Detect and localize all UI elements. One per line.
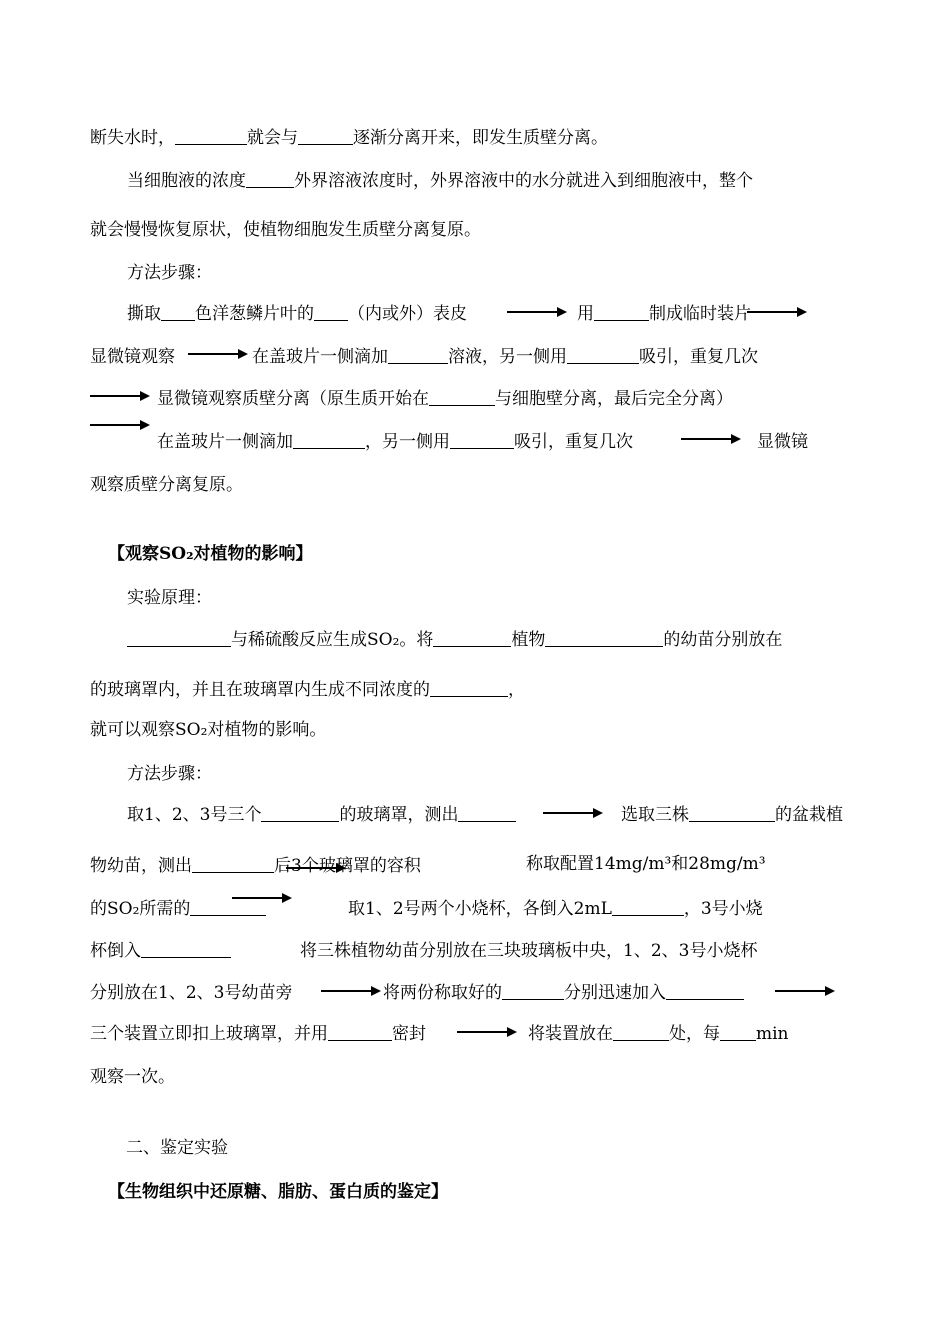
step-line: 在盖玻片一侧滴加 溶液，另一侧用 吸引，重复几次 [252, 347, 758, 367]
step-line: 的SO₂所需的 [90, 898, 266, 920]
step-line: 杯倒入 [90, 940, 231, 962]
principle-label: 实验原理： [127, 588, 212, 608]
arrow-icon [747, 307, 807, 317]
arrow-icon [457, 1027, 517, 1037]
blank [314, 304, 348, 321]
step-line: 观察质壁分离复原。 [90, 475, 243, 495]
blank [720, 1024, 756, 1041]
step-line: 分别放在1、2、3号幼苗旁 [90, 983, 293, 1003]
arrow-icon [286, 863, 346, 873]
method-label: 方法步骤： [127, 263, 212, 283]
arrow-icon [543, 808, 603, 818]
blank [388, 347, 448, 364]
blank [430, 680, 508, 697]
step-line: 将三株植物幼苗分别放在三块玻璃板中央，1、2、3号小烧杯 [300, 941, 758, 961]
arrow-icon [507, 307, 567, 317]
blank [161, 304, 195, 321]
method-label: 方法步骤： [127, 764, 212, 784]
text-line: 当细胞液的浓度 外界溶液浓度时，外界溶液中的水分就进入到细胞液中，整个 [127, 171, 753, 191]
step-line: 显微镜 [757, 432, 808, 452]
step-line: 三个装置立即扣上玻璃罩，并用 密封 [90, 1024, 426, 1044]
text-line: 就会慢慢恢复原状，使植物细胞发生质壁分离复原。 [90, 220, 481, 240]
blank [192, 856, 274, 873]
blank [433, 630, 511, 647]
arrow-icon [775, 986, 835, 996]
step-line: 撕取 色洋葱鳞片叶的 （内或外）表皮 [127, 304, 467, 324]
blank [458, 805, 516, 822]
step-line: 取1、2号两个小烧杯，各倒入2mL ，3号小烧 [348, 899, 763, 919]
blank [450, 432, 514, 449]
step-line: 将装置放在 处，每 min [528, 1024, 789, 1044]
text-line: 就可以观察SO₂对植物的影响。 [90, 720, 327, 740]
step-line: 取1、2、3号三个 的玻璃罩，测出 [127, 804, 516, 826]
blank [502, 983, 564, 1000]
arrow-icon [188, 349, 248, 359]
section-title: 二、鉴定实验 [126, 1138, 228, 1158]
step-line: 称取配置14mg/m³和28mg/m³ [526, 854, 766, 874]
blank [594, 304, 649, 321]
arrow-icon [90, 420, 150, 430]
step-line: 物幼苗，测出 后3个玻璃罩的容积 [90, 856, 421, 876]
text-line: 断失水时， 就会与 逐渐分离开来，即发生质壁分离。 [90, 128, 608, 148]
arrow-icon [681, 434, 741, 444]
step-line: 在盖玻片一侧滴加 ，另一侧用 吸引，重复几次 [157, 432, 633, 452]
blank [261, 805, 339, 822]
step-line: 观察一次。 [90, 1067, 175, 1087]
blank [298, 128, 353, 145]
step-line: 选取三株 的盆栽植 [621, 805, 843, 825]
blank [127, 630, 231, 647]
section-heading: 【生物组织中还原糖、脂肪、蛋白质的鉴定】 [108, 1182, 448, 1202]
blank [545, 630, 663, 647]
text-line: 的玻璃罩内，并且在玻璃罩内生成不同浓度的 ， [90, 680, 525, 700]
step-line: 显微镜观察质壁分离（原生质开始在 与细胞壁分离，最后完全分离） [157, 389, 733, 409]
arrow-icon [321, 986, 381, 996]
step-line: 用 制成临时装片 [577, 304, 751, 324]
blank [567, 347, 639, 364]
blank [429, 389, 495, 406]
arrow-icon [90, 391, 150, 401]
blank [293, 432, 365, 449]
step-line: 将两份称取好的 分别迅速加入 [383, 982, 744, 1004]
blank [613, 1024, 669, 1041]
blank [612, 899, 684, 916]
section-heading: 【观察SO₂对植物的影响】 [108, 544, 313, 564]
blank [141, 941, 231, 958]
blank [246, 171, 294, 188]
blank [328, 1024, 392, 1041]
blank [175, 128, 247, 145]
blank [666, 983, 744, 1000]
step-line: 显微镜观察 [90, 347, 175, 367]
text-line: 与稀硫酸反应生成SO₂。将 植物 的幼苗分别放在 [127, 629, 782, 651]
blank [689, 805, 775, 822]
arrow-icon [232, 893, 292, 903]
